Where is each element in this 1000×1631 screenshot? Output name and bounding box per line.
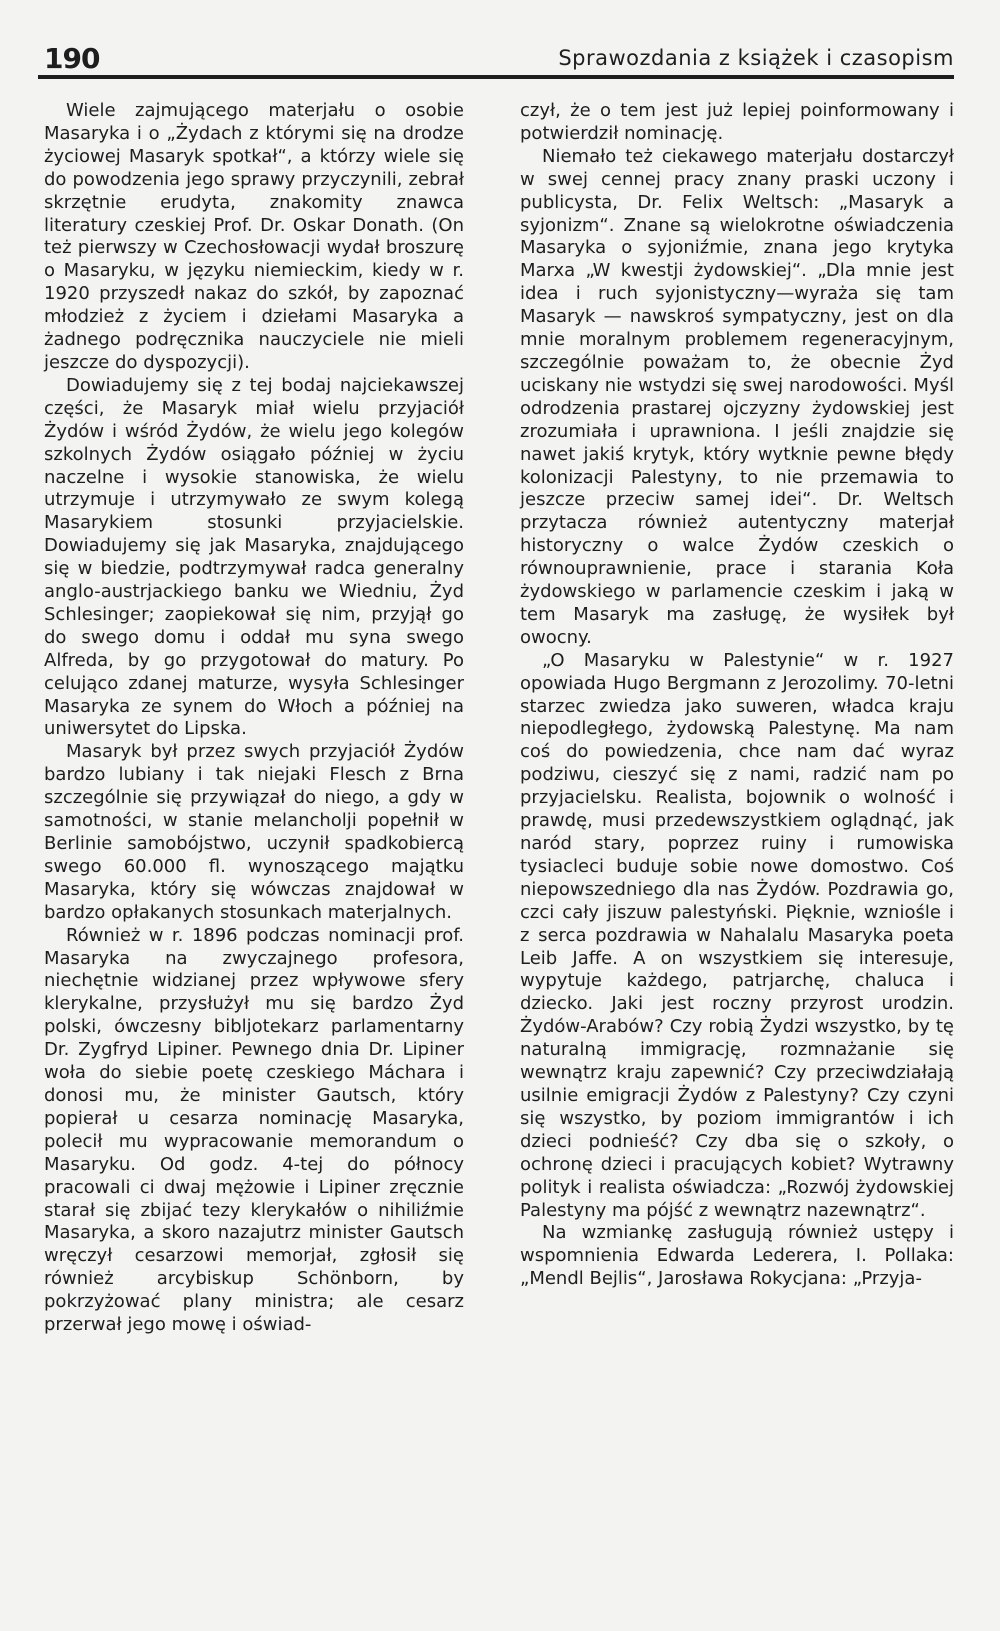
paragraph: Dowiadujemy się z tej bodaj najciekawszej części, że Masaryk miał wielu przyjaciół Żydów i wśród Żydów, że wielu jego kolegów szkolnych Żydów osiągało później w życiu naczelne i wysokie stanowiska, że wielu utrzymuje i utrzymywało ze swym kolegą Masarykiem stosunki przyjacielskie. Dowiadujemy się jak Masaryka, znajdującego się w biedzie, podtrzymywał radca generalny anglo-austrjackiego banku we Wiedniu, Żyd Schlesinger; zaopiekował się nim, przyjął go do swego domu i oddał mu syna swego Alfreda, by go przygotował do matury. Po celująco zdanej maturze, wysyła Schlesinger Masaryka ze synem do Włoch a później na uniwersytet do Lipska. [44, 374, 464, 740]
paragraph: Również w r. 1896 podczas nominacji prof. Masaryka na zwyczajnego profesora, niechętnie widzianej przez wpływowe sfery klerykalne, przysłużył mu się bardzo Żyd polski, ówczesny bibljotekarz parlamentarny Dr. Zygfryd Lipiner. Pewnego dnia Dr. Lipiner woła do siebie poetę czeskiego Máchara i donosi mu, że minister Gautsch, który popierał u cesarza nominację Masaryka, polecił mu wypracowanie memorandum o Masaryku. Od godz. 4-tej do północy pracowali ci dwaj mężowie i Lipiner zręcznie starał się zbijać tezy klerykałów o nihiliźmie Masaryka, a skoro nazajutrz minister Gautsch wręczył cesarzowi memorjał, zgłosił się również arcybiskup Schönborn, by pokrzyżować plany ministra; ale cesarz przerwał jego mowę i oświad- [44, 924, 464, 1336]
paragraph: Masaryk był przez swych przyjaciół Żydów bardzo lubiany i tak niejaki Flesch z Brna szczególnie się przywiązał do niego, a gdy w samotności, w stanie melancholji popełnił w Berlinie samobójstwo, uczynił spadkobiercą swego 60.000 fl. wynoszącego majątku Masaryka, który się wówczas znajdował w bardzo opłakanych stosunkach materjalnych. [44, 741, 464, 923]
paragraph: Wiele zajmującego materjału o osobie Masaryka i o „Żydach z którymi się na drodze życiowej Masaryk spotkał“, a którzy wiele się do powodzenia jego sprawy przyczynili, zebrał skrzętnie erudyta, znakomity znawca literatury czeskiej Prof. Dr. Oskar Donath. (On też pierwszy w Czechosłowacji wydał broszurę o Masaryku, w języku niemieckim, kiedy w r. 1920 przyszedł nakaz do szkół, by zapoznać młodzież z życiem i dziełami Masaryka a żadnego podręcznika nauczyciele nie mieli jeszcze do dyspozycji). [44, 100, 464, 373]
paragraph: „O Masaryku w Palestynie“ w r. 1927 opowiada Hugo Bergmann z Jerozolimy. 70-letni starzec zwiedza jako suweren, władca kraju niepodległego, żydowską Palestynę. Ma nam coś do powiedzenia, chce nam dać wyraz podziwu, cieszyć się z nami, radzić nam po przyjacielsku. Realista, bojownik o wolność i prawdę, musi przedewszystkiem oglądnąć, jak naród stary, poprzez ruiny i rumowiska tysiacleci buduje sobie nowe domostwo. Coś niepowszedniego dla nas Żydów. Pozdrawia go, czci cały jiszuw palestyński. Pięknie, wzniośle i z serca pozdrawia w Nahalalu Masaryka poeta Leib Jaffe. A on wszystkiem się interesuje, wypytuje każdego, patrjarchę, chaluca i dziecko. Jaki jest roczny przyrost urodzin. Żydów-Arabów? Czy robią Żydzi wszystko, by tę naturalną immigrację, rozmnażanie się wewnątrz kraju zapewnić? Czy przeciwdziałają usilnie emigracji Żydów z Palestyny? Czy czyni się wszystko, by poziom immigrantów i ich dzieci podnieść? Czy dba się o szkoły, o ochronę dzieci i pracujących kobiet? Wytrawny polityk i realista oświadcza: „Rozwój żydowskiej Palestyny ma pójść z wewnątrz nazewnątrz“. [520, 649, 954, 1221]
page-header [38, 38, 954, 78]
running-title: Sprawozdania z książek i czasopism [558, 46, 954, 70]
paragraph: Na wzmiankę zasługują również ustępy i wspomnienia Edwarda Lederera, I. Pollaka: „Mendl Bejlis“, Jarosława Rokycjana: „Przyja- [520, 1222, 954, 1290]
paragraph: Niemało też ciekawego materjału dostarczył w swej cennej pracy znany praski uczony i publicysta, Dr. Felix Weltsch: „Masaryk a syjonizm“. Znane są wielokrotne oświadczenia Masaryka o syjoniźmie, znana jego krytyka Marxa „W kwestji żydowskiej“. „Dla mnie jest idea i ruch syjonistyczny—wyraża się tam Masaryk — nawskroś sympatyczny, jest on dla mnie moralnym problemem regeneracyjnym, szczególnie poważam to, że obecnie Żyd uciskany nie wstydzi się swej narodowości. Myśl odrodzenia prastarej ojczyzny żydowskiej jest zrozumiała i uprawniona. I jeśli znajdzie się nawet jakiś krytyk, który wytknie pewne błędy kolonizacji Palestyny, to nie przemawia to jeszcze przeciw samej idei“. Dr. Weltsch przytacza również autentyczny materjał historyczny o walce Żydów czeskich o równouprawnienie, prace i starania Koła żydowskiego w parlamencie czeskim i jaką w tem Masaryk ma zasługę, że wysiłek był owocny. [520, 145, 954, 648]
left-column [44, 100, 464, 1337]
right-column [520, 100, 954, 1291]
header-rule [38, 75, 954, 79]
page-number: 190 [44, 42, 100, 75]
paragraph: czył, że o tem jest już lepiej poinformowany i potwierdził nominację. [520, 100, 954, 144]
